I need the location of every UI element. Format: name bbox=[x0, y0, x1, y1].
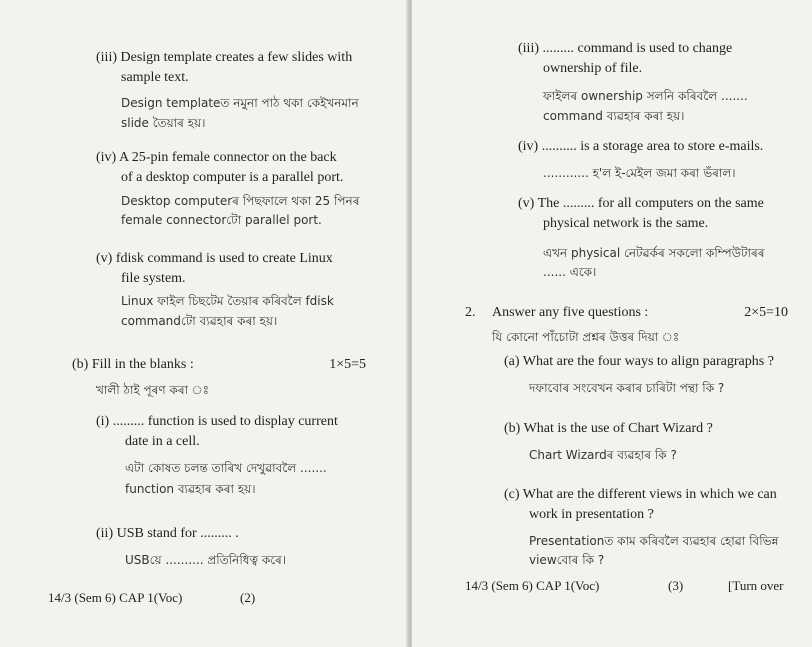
item-iv-text-line2: of a desktop computer is a parallel port. bbox=[121, 170, 344, 185]
question-a-translation: দফাবোৰ সংবেখন কৰাৰ চাৰিটা পন্থা কি ? bbox=[529, 381, 725, 395]
fill-i-translation-line2: function ব্যৱহাৰ কৰা হয়। bbox=[125, 482, 256, 496]
question-c-translation-line1: Presentationত কাম কৰিবলৈ ব্যৱহাৰ হোৱা বিভিন্ন bbox=[529, 534, 779, 548]
question-c-text-line1: (c) What are the different views in which we can bbox=[504, 487, 777, 502]
fill-ii-translation: USBয়ে .......... প্ৰতিনিধিত্ব কৰে। bbox=[125, 553, 287, 567]
fill-i-text-line1: (i) ......... function is used to display current bbox=[96, 414, 338, 429]
question-2-marks: 2×5=10 bbox=[744, 305, 788, 320]
right-page bbox=[412, 0, 812, 647]
item-iii-translation-line2: slide তৈয়াৰ হয়। bbox=[121, 116, 206, 130]
item-iii-text-line1: (iii) Design template creates a few slides with bbox=[96, 50, 353, 65]
fill-iv-translation: ............ হ'ল ই-মেইল জমা কৰা ভঁৰাল। bbox=[543, 166, 736, 180]
question-c-text-line2: work in presentation ? bbox=[529, 507, 654, 522]
section-b-heading: (b) Fill in the blanks : bbox=[72, 357, 194, 372]
question-c-translation-line2: viewবোৰ কি ? bbox=[529, 553, 605, 567]
item-iii-text-line2: sample text. bbox=[121, 70, 189, 85]
item-iv-translation-line2: female connectorটো parallel port. bbox=[121, 213, 322, 227]
item-iv-text-line1: (iv) A 25-pin female connector on the back bbox=[96, 150, 337, 165]
fill-iii-translation-line2: command ব্যৱহাৰ কৰা হয়। bbox=[543, 109, 685, 123]
question-b-translation: Chart Wizardৰ ব্যৱহাৰ কি ? bbox=[529, 448, 677, 462]
footer-paper-code: 14/3 (Sem 6) CAP 1(Voc) bbox=[465, 578, 600, 593]
question-2-instruction: Answer any five questions : bbox=[492, 305, 649, 320]
question-a-text: (a) What are the four ways to align paragraphs ? bbox=[504, 354, 774, 369]
footer-paper-code: 14/3 (Sem 6) CAP 1(Voc) bbox=[48, 590, 183, 605]
fill-i-text-line2: date in a cell. bbox=[125, 434, 200, 449]
fill-i-translation-line1: এটা কোষত চলন্ত তাৰিখ দেখুৱাবলৈ ....... bbox=[125, 461, 327, 475]
fill-ii-text: (ii) USB stand for ......... . bbox=[96, 526, 239, 541]
footer-page-number: (3) bbox=[668, 578, 684, 593]
fill-iii-text-line1: (iii) ......... command is used to change bbox=[518, 41, 733, 56]
question-b-text: (b) What is the use of Chart Wizard ? bbox=[504, 421, 713, 436]
item-iv-translation-line1: Desktop computerৰ পিছফালে থকা 25 পিনৰ bbox=[121, 194, 360, 208]
fill-iii-text-line2: ownership of file. bbox=[543, 61, 643, 76]
item-v-text-line2: file system. bbox=[121, 271, 186, 286]
section-b-translation: খালী ঠাই পূৰণ কৰা ঃ bbox=[96, 383, 210, 397]
question-2-translation: যি কোনো পাঁচোটা প্ৰশ্নৰ উত্তৰ দিয়া ঃ bbox=[492, 330, 680, 344]
question-2-number: 2. bbox=[465, 305, 476, 320]
item-iii-translation-line1: Design templateত নমুনা পাঠ থকা কেইখনমান bbox=[121, 96, 359, 110]
item-v-text-line1: (v) fdisk command is used to create Linux bbox=[96, 251, 333, 266]
item-v-translation-line2: commandটো ব্যৱহাৰ কৰা হয়। bbox=[121, 314, 278, 328]
fill-v-text-line2: physical network is the same. bbox=[543, 216, 709, 231]
fill-v-translation-line2: ...... একে। bbox=[543, 265, 597, 279]
section-b-marks: 1×5=5 bbox=[329, 357, 366, 372]
footer-page-number: (2) bbox=[240, 590, 256, 605]
footer-turn-over: [Turn over bbox=[728, 578, 784, 593]
fill-v-text-line1: (v) The ......... for all computers on the same bbox=[518, 196, 764, 211]
fill-iv-text: (iv) .......... is a storage area to store e-mails. bbox=[518, 139, 764, 154]
fill-v-translation-line1: এখন physical নেটৱৰ্কৰ সকলো কম্পিউটাৰৰ bbox=[543, 246, 765, 260]
item-v-translation-line1: Linux ফাইল চিছটেম তৈয়াৰ কৰিবলৈ fdisk bbox=[121, 294, 334, 308]
fill-iii-translation-line1: ফাইলৰ ownership সলনি কৰিবলৈ ....... bbox=[543, 89, 748, 103]
